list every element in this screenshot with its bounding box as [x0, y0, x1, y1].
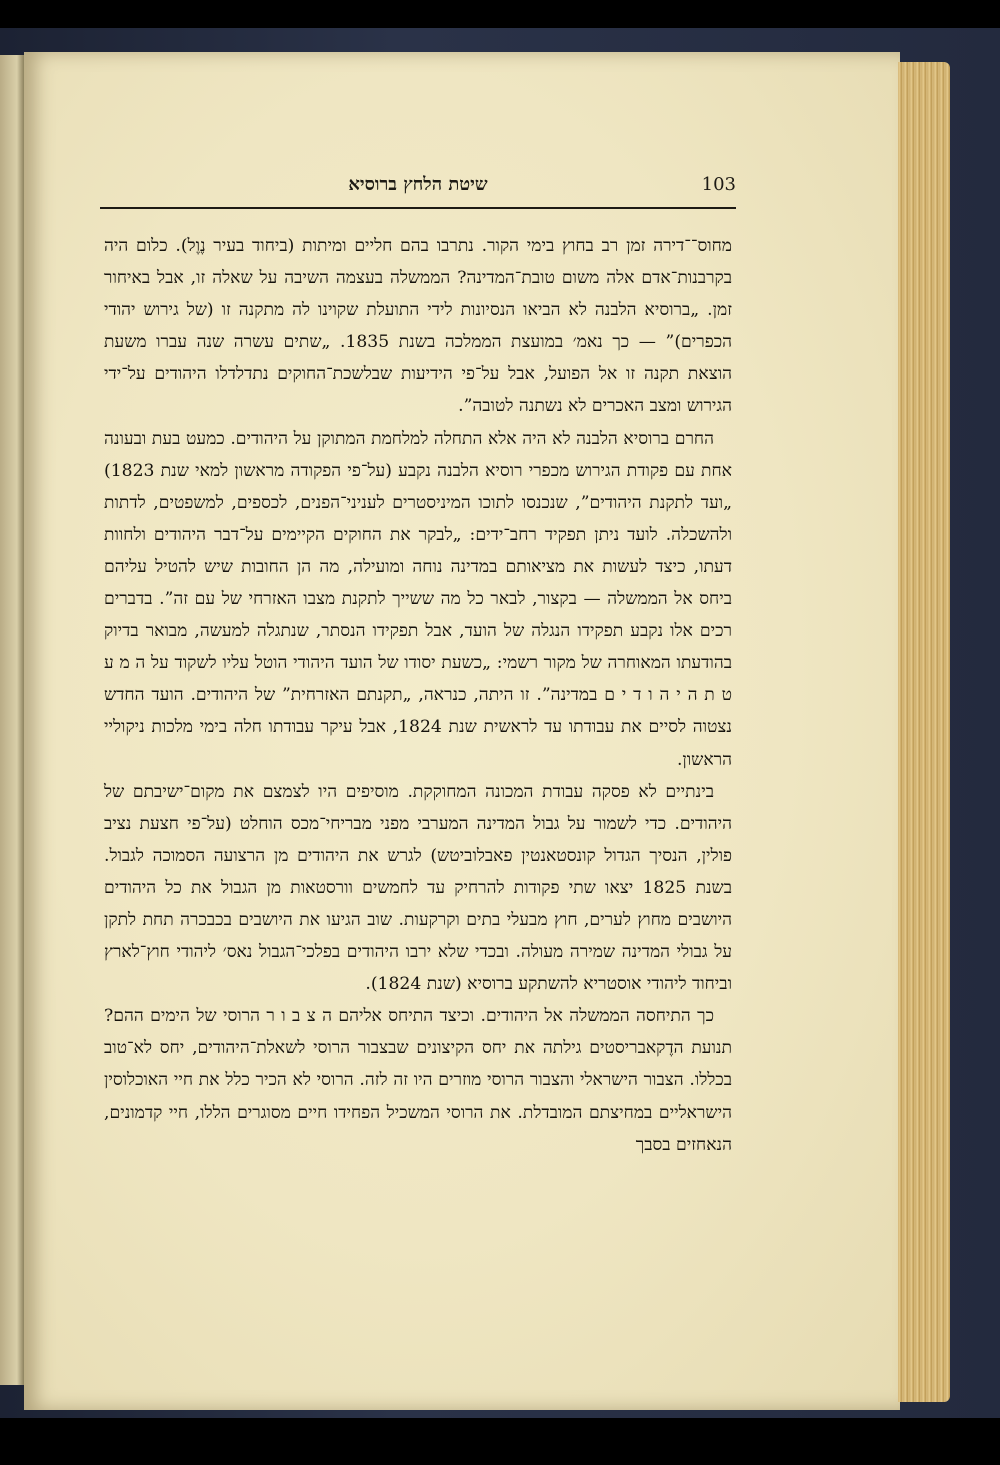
running-title: שיטת הלחץ ברוסיא [348, 174, 488, 195]
page-edges [898, 62, 950, 1402]
previous-page-edge [0, 55, 24, 1385]
paragraph-3: בינתיים לא פסקה עבודת המכונה המחוקקת. מוסיפים היו לצמצם את מקום־ישיבתם של היהודים. כדי לשמור על גבול המדינה המערבי מפני מבריחי־מכס הוחלט (על־פי חצעת נציב פולין, הנסיך הגדול קונסטאנטין פאבלוביטש) לגרש את היהודים מן הרצועה הסמוכה לגבול. בשנת 1825 יצאו שתי פקודות להרחיק עד לחמשים וורסטאות מן הגבול את כל היהודים היושבים מחוץ לערים, חוץ מבעלי בתים וקרקעות. שוב הגיעו את היושבים בכבכרה תחת לתקן על גבולי המדינה שמירה מעולה. ובכדי שלא ירבו היהודים בפלכי־הגבול נאס׳ ליהודי חוץ־לארץ וביחוד ליהודי אוסטריא להשתקע ברוסיא (שנת 1824). [104, 781, 732, 995]
paragraph-2: החרם ברוסיא הלבנה לא היה אלא התחלה למלחמת המתוקן על היהודים. כמעט בעת ובעונה אחת עם פקודת הגירוש מכפרי רוסיא הלבנה נקבע (על־פי הפקודה מראשון למאי שנת 1823) „ועד לתקנת היהודים”, שנכנסו לתוכו המיניסטרים לעניני־הפנים, לכספים, למשפטים, לדתות ולהשכלה. לועד ניתן תפקיד רחב־ידים: „לבקר את החוקים הקיימים על־דבר היהודים ולחוות דעתו, כיצד לעשות את מציאותם במדינה נוחה ומועילה, מה הן החובות שיש להטיל עליהם ביחס אל הממשלה — בקצור, לבאר כל מה ששייך לתקנת מצבו האזרחי של עם זה”. בדברים רכים אלו נקבע תפקידו הנגלה של הועד, אבל תפקידו הנסתר, שנתגלה למעשה, מבואר בדיוק בהודעתו המאוחרה של מקור רשמי: „כשעת יסודו של הועד היהודי הוטל עליו לשקוד על ה מ ע ט ת ה י ה ו ד י ם במדינה”. זו היתה, כנראה, „תקנתם האזרחית” של היהודים. הועד החדש נצטוה לסיים את עבודתו עד לראשית שנת 1824, אבל עיקר עבודתו חלה בימי מלכות ניקוליי הראשון. [104, 428, 732, 770]
page-number: 103 [701, 174, 736, 195]
header-rule [100, 207, 736, 209]
page-body [104, 230, 732, 1161]
paragraph-1: מחוס־־דירה זמן רב בחוץ בימי הקור. נתרבו בהם חליים ומיתות (ביחוד בעיר נֶוֶל). כלום היה בקרבנות־אדם אלה משום טובת־המדינה? הממשלה בעצמה השיבה על שאלה זו, אבל באיחור זמן. „ברוסיא הלבנה לא הביאו הנסיונות לידי התועלת שקוינו לה מתקנה זו (של גירוש יהודי הכפרים)” — כך נאמ׳ במועצת הממלכה בשנת 1835. „שתים עשרה שנה עברו משעת הוצאת תקנה זו אל הפועל, אבל על־פי הידיעות שבלשכת־החוקים נתדלדלו היהודים על־ידי הגירוש ומצב האכרים לא נשתנה לטובה”. [104, 236, 732, 417]
page-header [100, 170, 736, 206]
paragraph-4: כך התיחסה הממשלה אל היהודים. וכיצד התיחס אליהם ה צ ב ו ר הרוסי של הימים ההם? תנועת הדֶקאבריסטים גילתה את יחס הקיצונים שבצבור הרוסי לשאלת־היהודים, יחס לא־טוב בכללו. הצבור הישראלי והצבור הרוסי מוזרים היו זה לזה. הרוסי לא הכיר כלל את חיי האוכלוסין הישראליים במחיצתם המובדלת. את הרוסי המשכיל הפחידו חיים מסוגרים הללו, חיי קדמונים, הנאחזים בסבך [104, 1006, 732, 1155]
